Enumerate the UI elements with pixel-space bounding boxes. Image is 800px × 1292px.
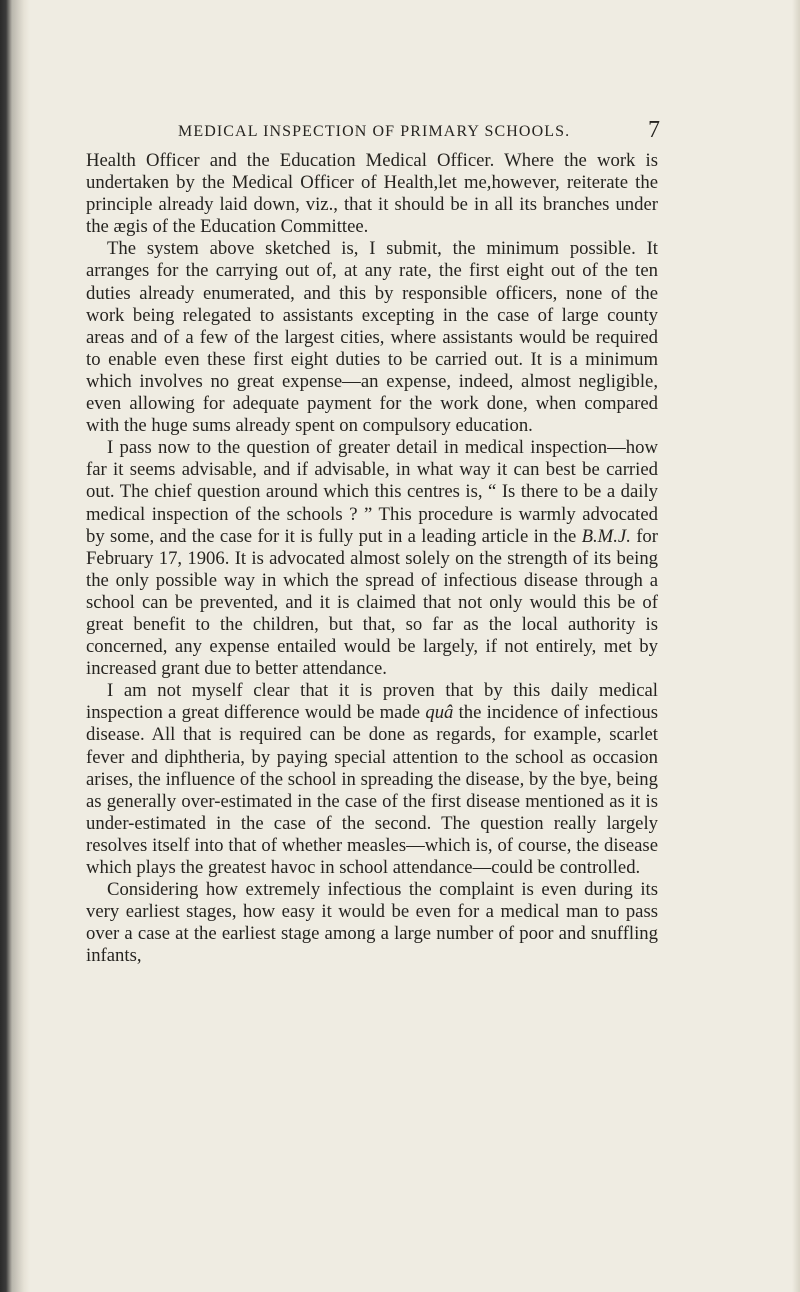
- paragraph: [86, 437, 658, 680]
- paragraph: Considering how extremely infectious the complaint is even during its very earliest stages, how easy it would be even for a medical man to pass over a case at the earliest stage among a large number of poor and snuffling infants,: [86, 879, 658, 967]
- paragraph: Health Officer and the Education Medical Officer. Where the work is undertaken by the Medical Officer of Health,let me,however, reiterate the principle already laid down, viz., that it should be in all its branches under the ægis of the Education Committee.: [86, 150, 658, 238]
- journal-abbreviation: B.M.J.: [581, 525, 631, 547]
- running-header: MEDICAL INSPECTION OF PRIMARY SCHOOLS.: [178, 123, 571, 140]
- paragraph-text: I pass now to the question of greater detail in medical inspection—how far it seems advisable, and if advisable, in what way it can best be carried out. The chief question around which this centres is, “ Is there to be a daily medical inspection of the schools ? ” This procedure is warmly advocated by some, and the case for it is fully put in a leading article in the: [86, 437, 658, 547]
- paragraph-text: I am not myself clear that it is proven that by this daily medical inspection a great difference would be made: [86, 680, 658, 724]
- latin-term: quâ: [425, 702, 454, 724]
- paragraph-text: the incidence of infectious disease. All that is required can be done as regards, for example, scarlet fever and diphtheria, by paying special attention to the school as occasion arises, the influence of the school in spreading the disease, by the bye, being as generally over-estimated in the case of the first disease mentioned as it is under-estimated in the case of the second. The question really largely resolves itself into that of whether measles—which is, of course, the disease which plays the greatest havoc in school attendance—could be controlled.: [86, 702, 659, 878]
- paragraph-text: for February 17, 1906. It is advocated almost solely on the strength of its being the only possible way in which the spread of infectious disease through a school can be prevented, and it is claimed that not only would this be of great benefit to the children, but that, so far as the local authority is concerned, any expense entailed would be largely, if not entirely, met by increased grant due to better attendance.: [86, 525, 659, 680]
- paragraph: [86, 680, 658, 879]
- book-spine-shadow: [0, 0, 30, 1292]
- page-edge: [792, 0, 800, 1292]
- body-text: [86, 150, 658, 967]
- paragraph: The system above sketched is, I submit, the minimum possible. It arranges for the carrying out of, at any rate, the first eight out of the ten duties already enumerated, and this by responsible officers, none of the work being relegated to assistants excepting in the case of large county areas and of a few of the largest cities, where assistants would be required to enable even these first eight duties to be carried out. It is a minimum which involves no great expense—an expense, indeed, almost negligible, even allowing for adequate payment for the work done, when compared with the huge sums already spent on compulsory education.: [86, 238, 658, 437]
- page-number: 7: [648, 117, 660, 143]
